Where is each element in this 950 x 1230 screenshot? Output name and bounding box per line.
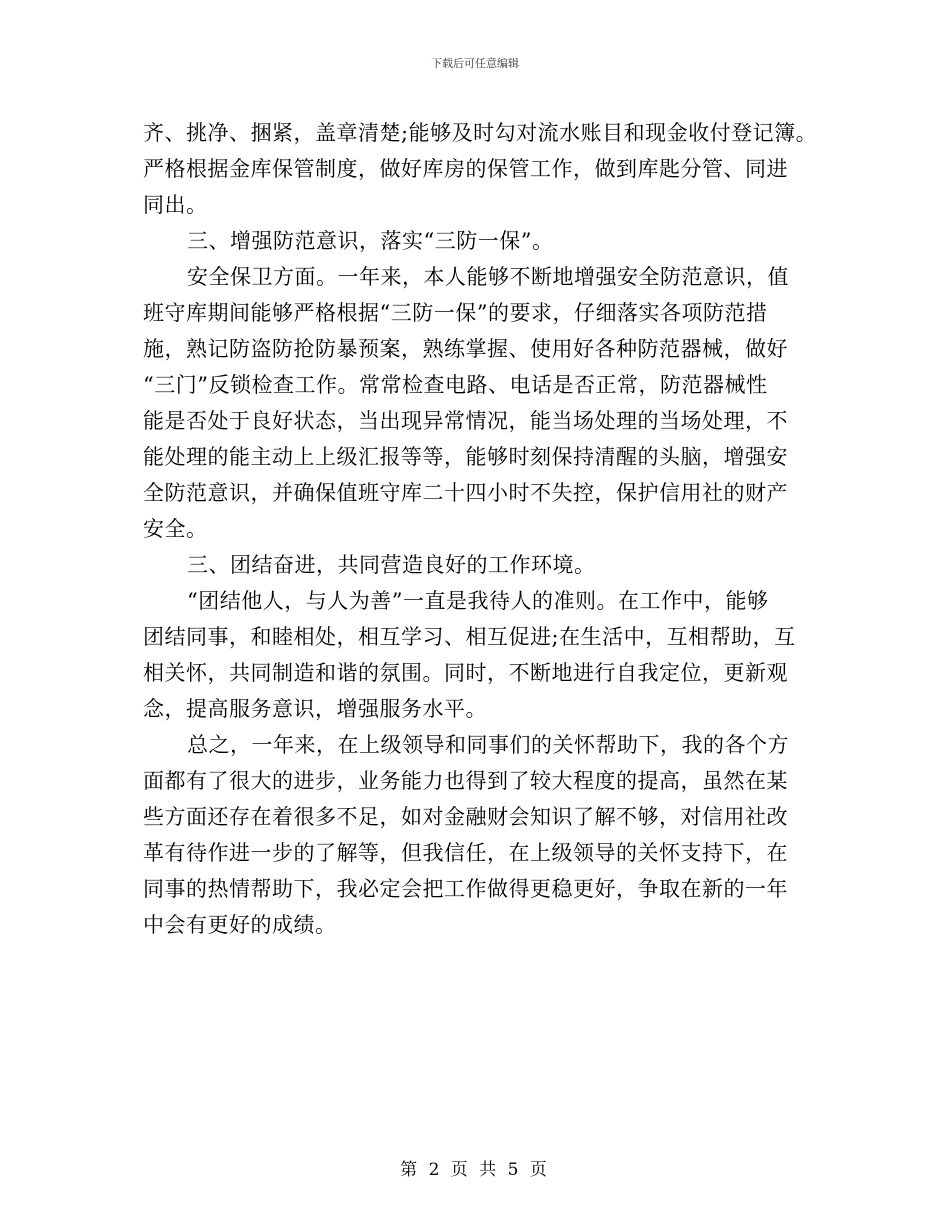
text-line: 念，提高服务意识，增强服务水平。 [143,697,487,721]
text-line: “三门”反锁检查工作。常常检查电路、电话是否正常，防范器械性 [143,373,768,397]
text-line: 严格根据金库保管制度，做好库房的保管工作，做到库匙分管、同进 [143,157,788,181]
text-line: 同事的热情帮助下，我必定会把工作做得更稳更好，争取在新的一年 [143,877,788,901]
text-line: 能是否处于良好状态，当出现异常情况，能当场处理的当场处理，不 [143,409,788,433]
text-line: 团结同事，和睦相处，相互学习、相互促进;在生活中，互相帮助，互 [143,625,796,649]
text-line: 施，熟记防盗防抢防暴预案，熟练掌握、使用好各种防范器械，做好 [143,337,788,361]
text-line: 总之，一年来，在上级领导和同事们的关怀帮助下，我的各个方 [187,733,789,757]
text-line: 齐、挑净、捆紧，盖章清楚;能够及时勾对流水账目和现金收付登记簿。 [143,121,818,145]
page-header: 下载后可任意编辑 [431,57,519,70]
text-line: 面都有了很大的进步，业务能力也得到了较大程度的提高，虽然在某 [143,769,788,793]
text-line: 安全。 [143,517,208,541]
text-line: 三、增强防范意识，落实“三防一保”。 [187,229,554,253]
text-line: 能处理的能主动上上级汇报等等，能够时刻保持清醒的头脑，增强安 [143,445,788,469]
text-line: 班守库期间能够严格根据“三防一保”的要求，仔细落实各项防范措 [143,301,768,325]
text-line: 三、团结奋进，共同营造良好的工作环境。 [187,553,596,577]
page-footer: 第 2 页 共 5 页 [400,1160,550,1180]
text-line: 相关怀，共同制造和谐的氛围。同时，不断地进行自我定位，更新观 [143,661,788,685]
text-line: “团结他人，与人为善”一直是我待人的准则。在工作中，能够 [187,589,769,613]
text-line: 些方面还存在着很多不足，如对金融财会知识了解不够，对信用社改 [143,805,788,829]
text-line: 同出。 [143,193,208,217]
text-line: 安全保卫方面。一年来，本人能够不断地增强安全防范意识，值 [187,265,789,289]
text-line: 中会有更好的成绩。 [143,913,337,937]
text-line: 革有待作进一步的了解等，但我信任，在上级领导的关怀支持下，在 [143,841,788,865]
document-body [143,115,818,943]
text-line: 全防范意识，并确保值班守库二十四小时不失控，保护信用社的财产 [143,481,788,505]
